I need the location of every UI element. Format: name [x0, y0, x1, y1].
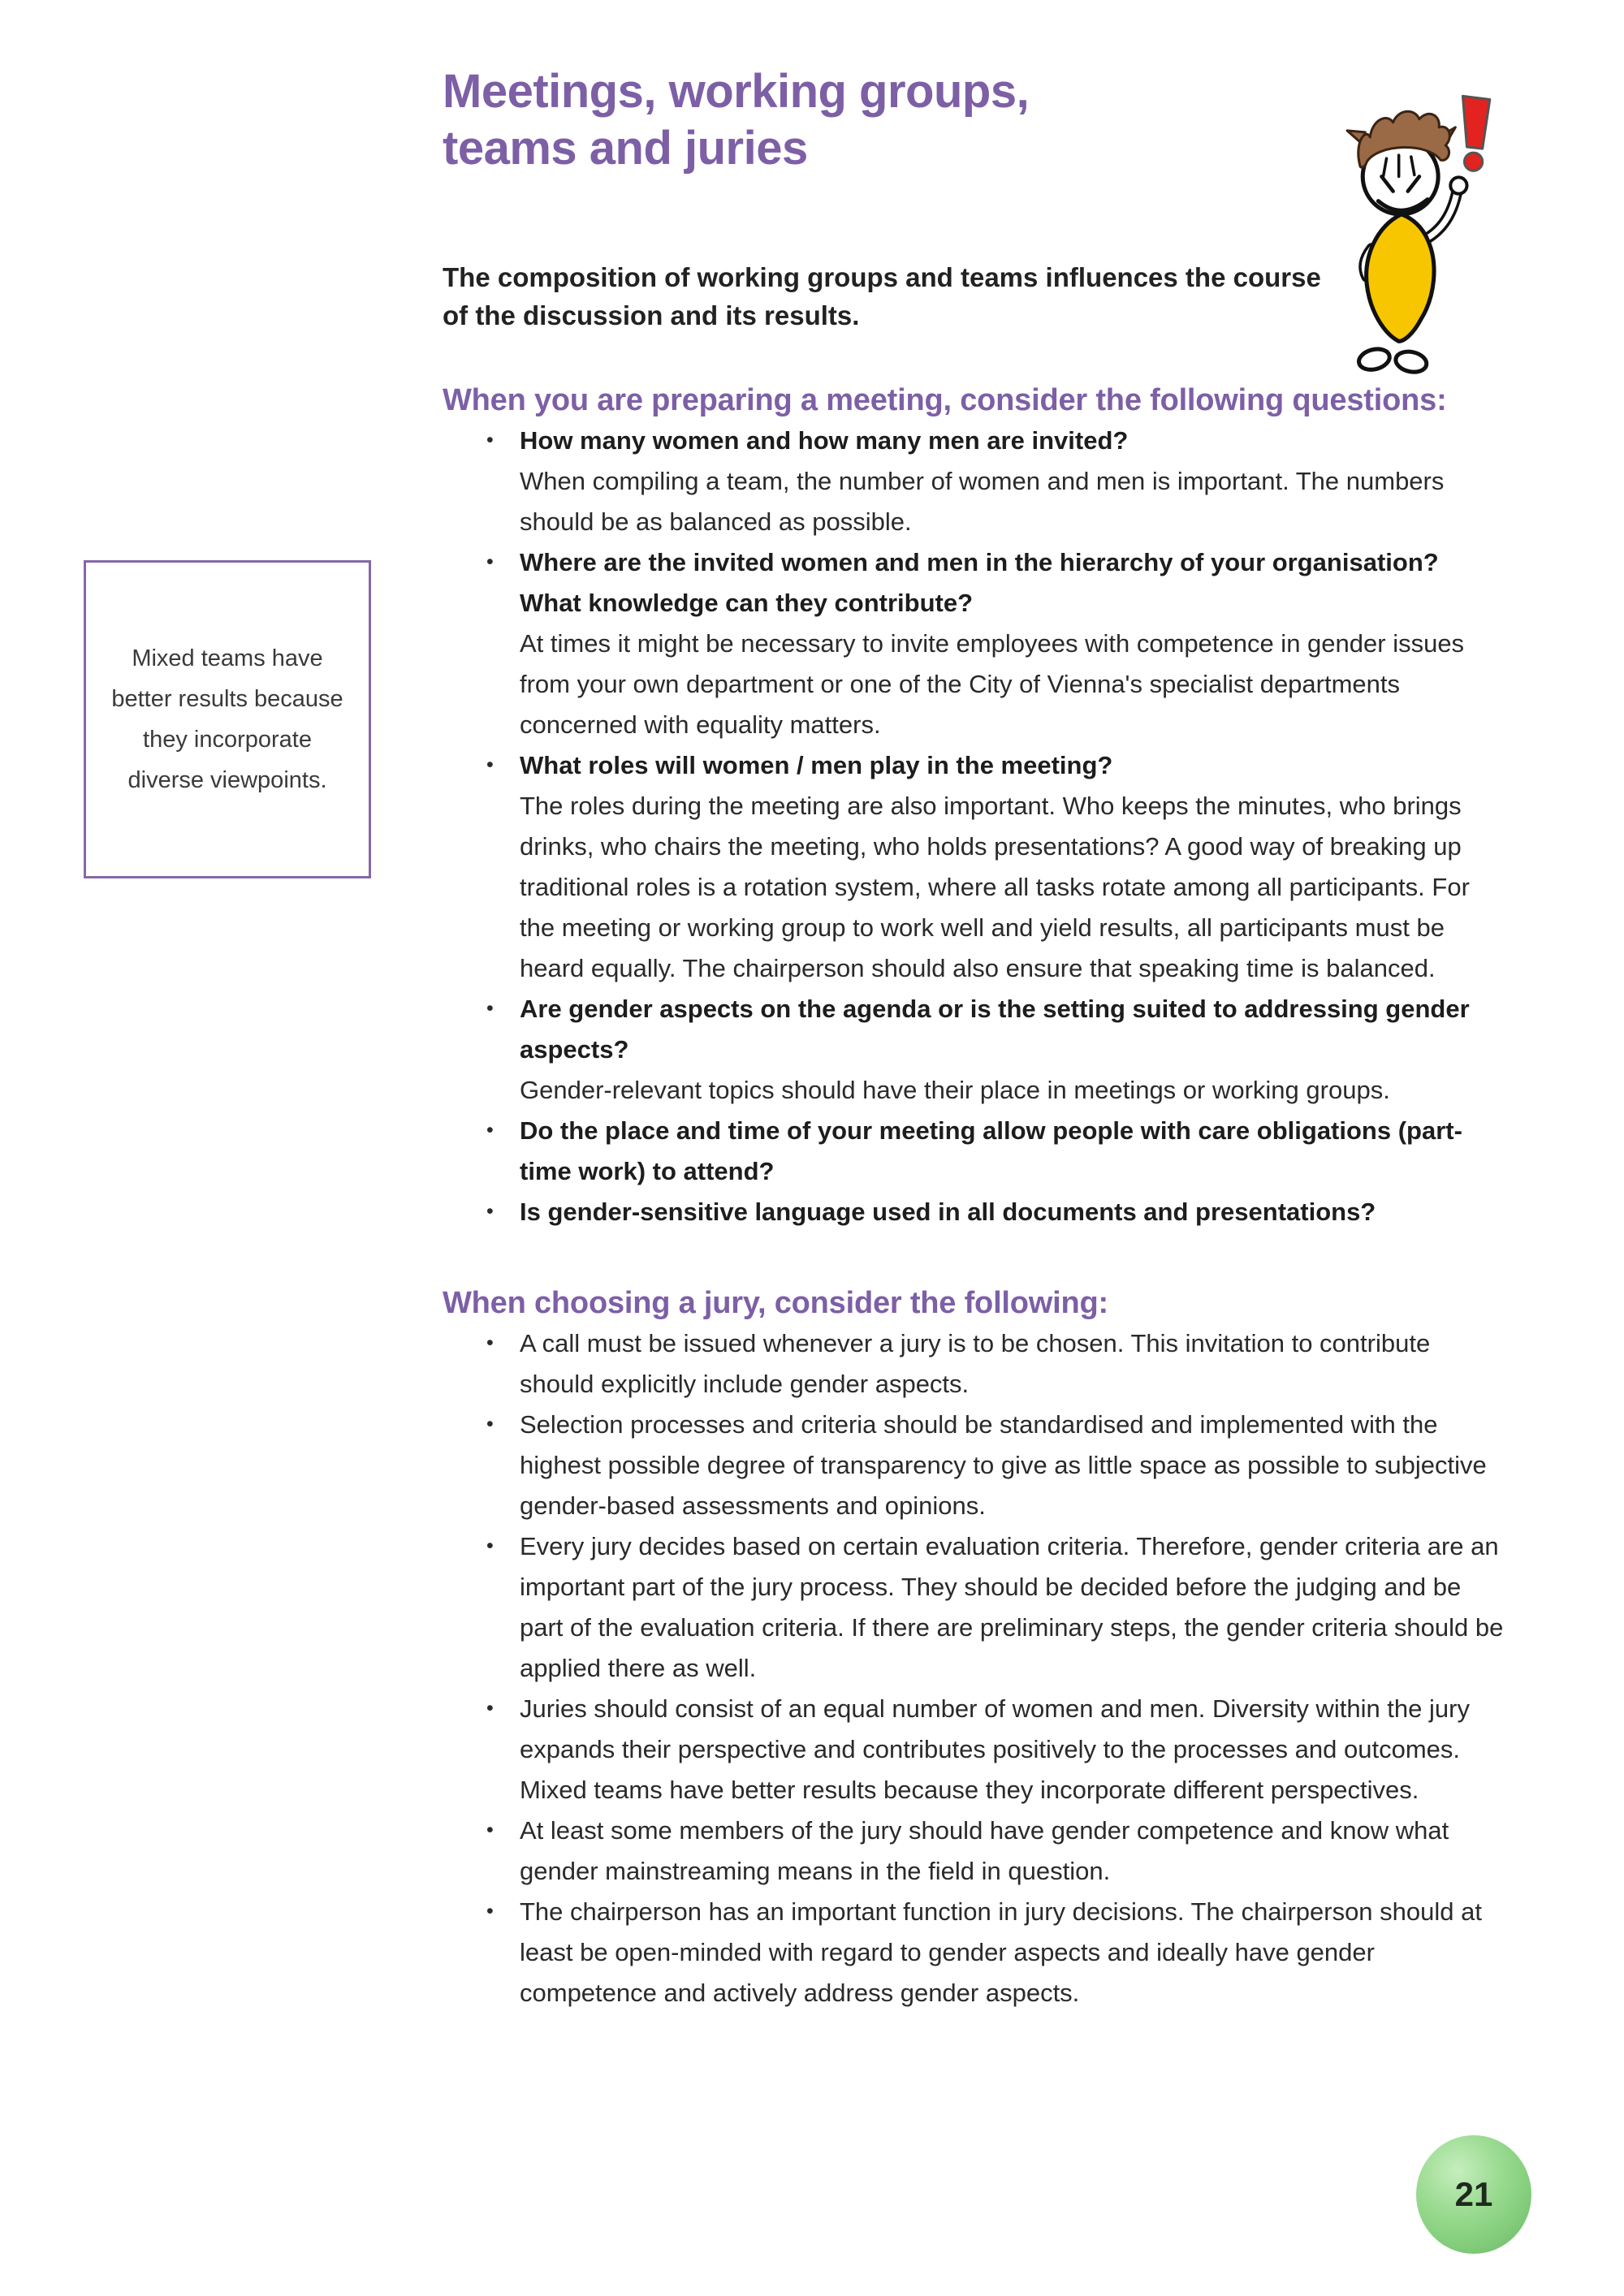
bullet-dot-icon: • [486, 1819, 494, 1841]
bullet-bold-text: Where are the invited women and men in the hierarchy of your organisation? What knowledge can they contribute? [520, 548, 1439, 617]
list-item [443, 989, 1506, 1111]
callout-text: Mixed teams have better results because they incorporate diverse viewpoints. [111, 645, 343, 793]
list-item [443, 1892, 1506, 2013]
list-item [443, 1526, 1506, 1689]
meeting-question-list [443, 421, 1506, 1232]
jury-list [443, 1323, 1506, 2013]
list-item [443, 542, 1506, 745]
section-heading-jury: When choosing a jury, consider the following: [443, 1286, 1108, 1320]
bullet-dot-icon: • [486, 997, 494, 1020]
bullet-bold-text: Do the place and time of your meeting allow people with care obligations (part-time work) to attend? [520, 1116, 1462, 1185]
list-item [443, 1111, 1506, 1192]
bullet-dot-icon: • [486, 1413, 494, 1435]
bullet-body-text: The chairperson has an important function in jury decisions. The chairperson should at least be open-minded with regard to gender aspects and ideally have gender competence and actively address gender aspects. [520, 1897, 1482, 2007]
list-item [443, 1810, 1506, 1892]
bullet-dot-icon: • [486, 429, 494, 451]
page-title-line1: Meetings, working groups, [443, 65, 1030, 118]
bullet-dot-icon: • [486, 1200, 494, 1223]
bullet-body-text: A call must be issued whenever a jury is to be chosen. This invitation to contribute should explicitly include gender aspects. [520, 1329, 1431, 1398]
list-item [443, 421, 1506, 542]
bullet-dot-icon: • [486, 1331, 494, 1354]
bullet-body-text: Every jury decides based on certain evaluation criteria. Therefore, gender criteria are an important part of the jury process. They should be decided before the judging and be part of the evaluation criteria. If there are preliminary steps, the gender criteria should be applied there as well. [520, 1532, 1504, 1682]
bullet-dot-icon: • [486, 1900, 494, 1923]
section-heading-meetings: When you are preparing a meeting, consider the following questions: [443, 383, 1447, 417]
page-number: 21 [1454, 2175, 1493, 2213]
list-item [443, 1689, 1506, 1810]
bullet-body-text: When compiling a team, the number of women and men is important. The numbers should be as balanced as possible. [520, 467, 1445, 536]
bullet-body-text: Juries should consist of an equal number of women and men. Diversity within the jury expands their perspective and contributes positively to the processes and outcomes. Mixed teams have better results because they incorporate different perspectives. [520, 1694, 1470, 1804]
list-item [443, 1405, 1506, 1526]
intro-paragraph: The composition of working groups and teams influences the course of the discussion and its results. [443, 262, 1321, 330]
bullet-dot-icon: • [486, 550, 494, 573]
page-title [443, 63, 1336, 177]
list-item [443, 1192, 1506, 1232]
page-number-badge [1416, 2135, 1531, 2254]
bullet-body-text: At least some members of the jury should have gender competence and know what gender mainstreaming means in the field in question. [520, 1816, 1449, 1885]
bullet-dot-icon: • [486, 753, 494, 776]
bullet-body-text: Selection processes and criteria should be standardised and implemented with the highest possible degree of transparency to give as little space as possible to subjective gender-based assessments and opinions. [520, 1410, 1487, 1520]
list-item [443, 1323, 1506, 1405]
bullet-bold-text: How many women and how many men are invited? [520, 426, 1129, 455]
bullet-body-text: The roles during the meeting are also important. Who keeps the minutes, who brings drinks, who chairs the meeting, who holds presentations? A good way of breaking up traditional roles is a rotation system, where all tasks rotate among all participants. For the meeting or working group to work well and yield results, all participants must be heard equally. The chairperson should also ensure that speaking time is balanced. [520, 792, 1470, 982]
sidebar-callout [84, 560, 371, 878]
bullet-bold-text: Is gender-sensitive language used in all documents and presentations? [520, 1198, 1376, 1226]
bullet-bold-text: Are gender aspects on the agenda or is the setting suited to addressing gender aspects? [520, 995, 1470, 1064]
bullet-body-text: At times it might be necessary to invite employees with competence in gender issues from your own department or one of the City of Vienna's specialist departments concerned with equality matters. [520, 629, 1465, 739]
bullet-dot-icon: • [486, 1119, 494, 1142]
bullet-dot-icon: • [486, 1697, 494, 1720]
bullet-body-text: Gender-relevant topics should have their place in meetings or working groups. [520, 1076, 1390, 1104]
main-column [443, 0, 1579, 2013]
bullet-dot-icon: • [486, 1534, 494, 1557]
bullet-bold-text: What roles will women / men play in the meeting? [520, 751, 1113, 779]
list-item [443, 745, 1506, 989]
page-title-line2: teams and juries [443, 122, 808, 175]
